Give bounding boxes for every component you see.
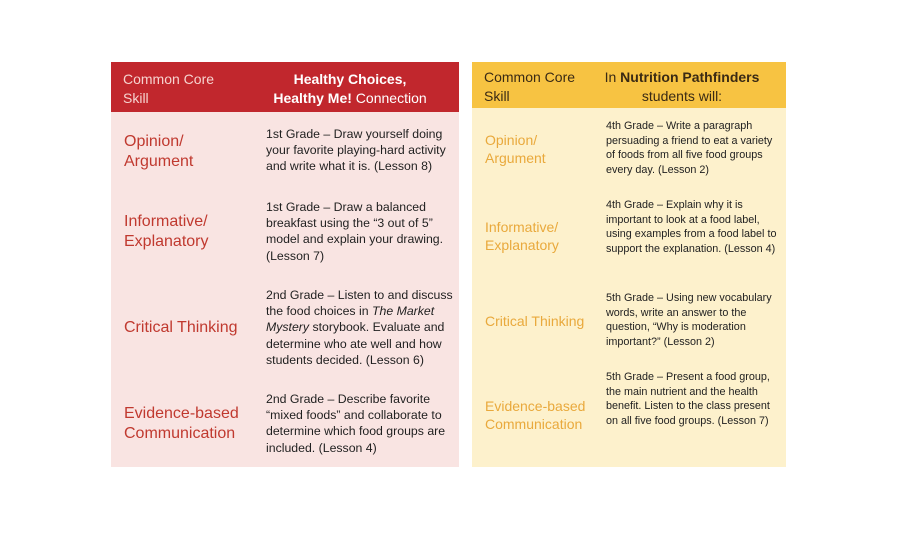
in-label: In [604,69,621,85]
skill-label: Informative/ Explanatory [124,213,209,250]
table-header [472,62,786,108]
table-header [111,62,459,112]
connection-title-bold: Healthy Me! [273,90,352,106]
students-will-label: students will: [641,88,723,104]
connection-title-suffix: Connection [351,90,427,106]
skill-label: Opinion/ Argument [485,132,546,166]
column-header-connection [261,70,439,108]
activity-text [266,287,454,368]
skill-label: Informative/ Explanatory [485,219,559,253]
activity-text: 4th Grade – Write a paragraph persuading a friend to eat a variety of foods from all five food groups every day. (Lesson 2) [606,120,773,176]
column-header-skill: Common Core Skill [123,71,215,106]
nutrition-pathfinders-table [472,62,786,467]
column-header-skill: Common Core Skill [484,69,576,104]
connection-title-line1: Healthy Choices, [293,71,407,87]
skill-label: Evidence-based Communication [485,398,586,432]
program-name: Nutrition Pathfinders [620,69,760,85]
activity-text: 5th Grade – Present a food group, the main nutrient and the health benefit. Listen to the class present on all five food groups. (Lesson 7) [606,371,770,427]
storybook-title: The Market Mystery [266,304,435,335]
skill-label: Critical Thinking [485,313,585,329]
skill-label: Evidence-based Communication [124,405,239,442]
activity-text-prefix: 2nd Grade – Listen to and discuss the food choices in [266,288,453,319]
activity-text: 5th Grade – Using new vocabulary words, write an answer to the question, “Why is moderation important?” (Lesson 2) [606,292,772,348]
skill-label: Opinion/ Argument [124,133,194,170]
activity-text: 2nd Grade – Describe favorite “mixed foods” and collaborate to determine which food groups are included. (Lesson 4) [266,392,446,455]
activity-text-suffix: storybook. Evaluate and determine who ate well and how students decided. (Lesson 6) [266,320,445,367]
activity-text: 1st Grade – Draw a balanced breakfast using the “3 out of 5” model and explain your drawing. (Lesson 7) [266,200,444,263]
activity-text: 1st Grade – Draw yourself doing your favorite playing-hard activity and write what it is. (Lesson 8) [266,127,446,174]
activity-text: 4th Grade – Explain why it is important to look at a food label, using examples from a food label to support the explanation. (Lesson 4) [606,199,777,255]
skill-label: Critical Thinking [124,319,238,336]
column-header-students-will [602,68,762,106]
healthy-choices-table [111,62,459,467]
